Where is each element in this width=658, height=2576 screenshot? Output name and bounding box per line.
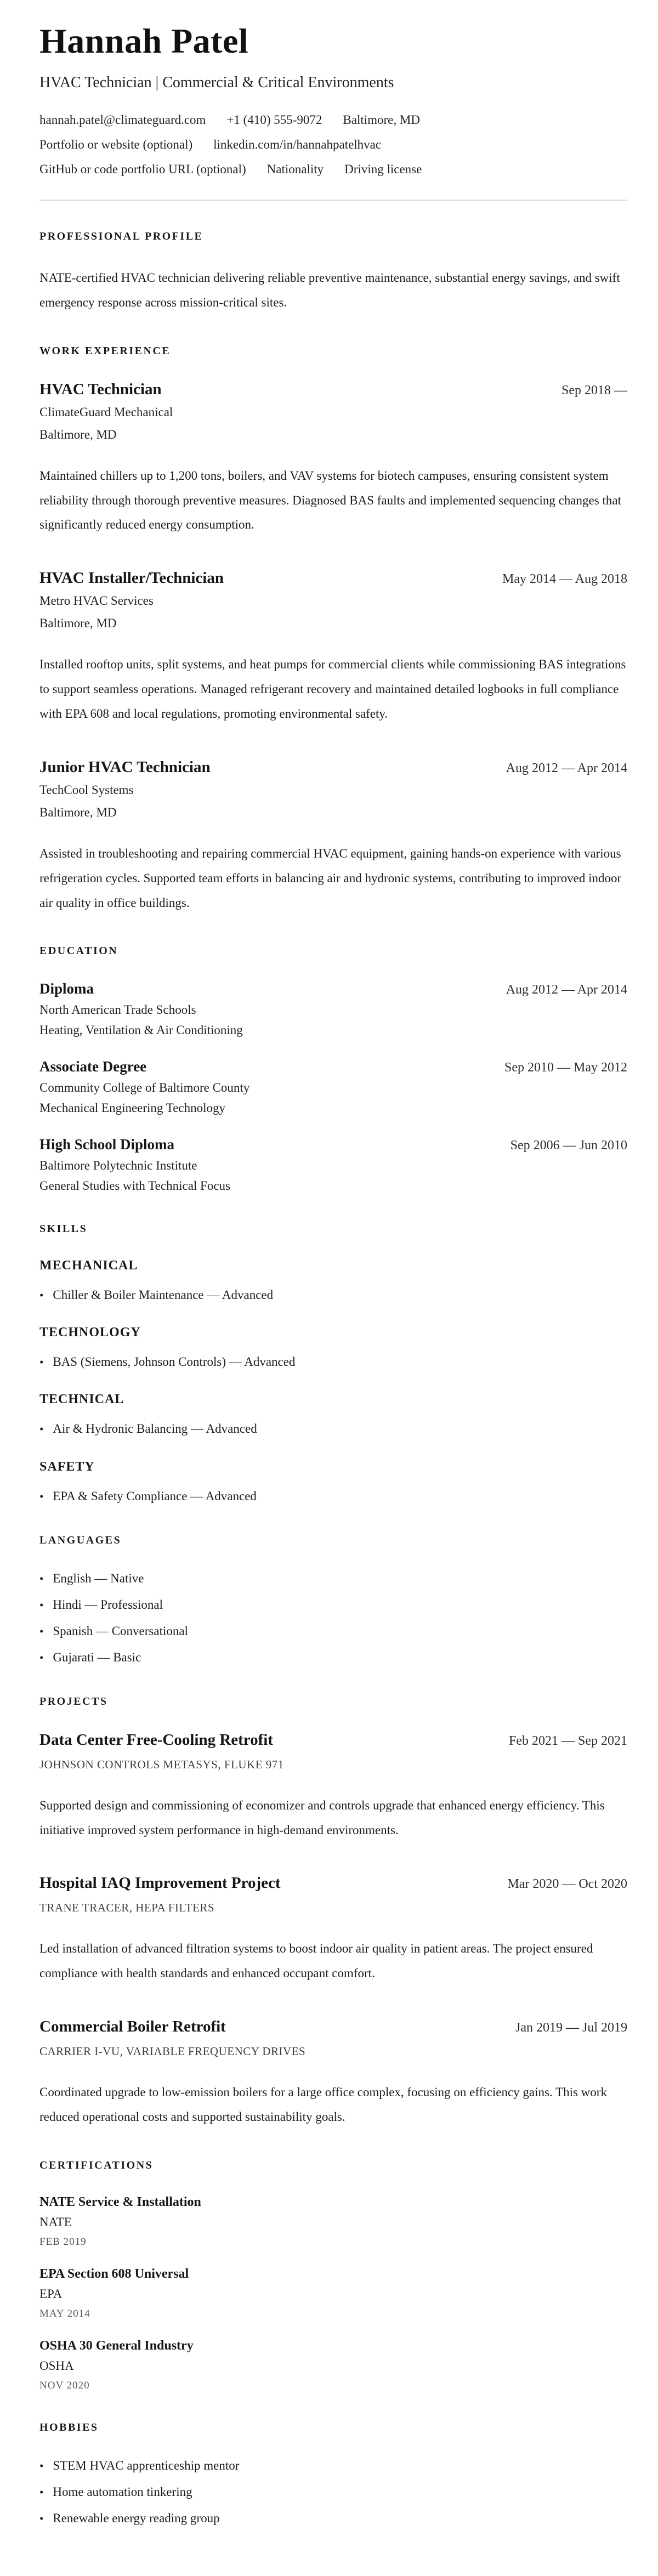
bullet-icon: • [39,1650,44,1664]
work-entry [39,381,627,538]
certification-date: NOV 2020 [39,2379,90,2391]
project-dates: Mar 2020 — Oct 2020 [507,1877,627,1892]
contact-email: hannah.patel@climateguard.com [39,113,206,127]
project-tools: JOHNSON CONTROLS METASYS, FLUKE 971 [39,1757,284,1771]
work-entry [39,569,627,727]
person-name: Hannah Patel [39,21,249,60]
education-entry [39,980,627,1037]
header-divider [39,200,627,201]
section-skills [39,1223,627,1504]
section-title: LANGUAGES [39,1534,122,1546]
skills-category: TECHNICAL [39,1392,124,1407]
job-company: Metro HVAC Services [39,594,154,608]
section-title: WORK EXPERIENCE [39,344,171,357]
skill-item-label: EPA & Safety Compliance — Advanced [53,1489,257,1503]
languages-list [39,1570,627,1666]
contact-nationality-placeholder: Nationality [266,162,324,177]
project-entry-header [39,1731,627,1749]
project-entry [39,1874,627,1986]
job-title: HVAC Installer/Technician [39,569,224,587]
project-description: Coordinated upgrade to low-emission boilers for a large office complex, focusing on efficiency gains. This work reduced operational costs and supported sustainability goals. [39,2085,607,2124]
project-description: Led installation of advanced filtration systems to boost indoor air quality in patient areas. The project ensured compliance with health standards and enhanced occupant comfort. [39,1942,593,1981]
section-professional-profile [39,230,627,315]
skill-item-label: BAS (Siemens, Johnson Controls) — Advanced [53,1355,296,1369]
language-item [39,1596,627,1613]
project-tools: TRANE TRACER, HEPA FILTERS [39,1901,215,1915]
certification-name: EPA Section 608 Universal [39,2266,189,2281]
job-dates: Aug 2012 — Apr 2014 [506,761,627,775]
contact-linkedin: linkedin.com/in/hannahpatelhvac [213,138,382,152]
section-title: PROJECTS [39,1695,108,1707]
project-tools: CARRIER I-VU, VARIABLE FREQUENCY DRIVES [39,2045,306,2058]
skills-list [39,1420,627,1437]
project-entry [39,2018,627,2130]
work-entry-header [39,381,627,399]
job-title: Junior HVAC Technician [39,758,211,776]
skills-group [39,1325,627,1370]
job-description: Maintained chillers up to 1,200 tons, boilers, and VAV systems for biotech campuses, ensuring consistent system reliability through thorough preventive measures. Diagnosed BAS faults and implemented sequencing changes that significantly reduced energy consumption. [39,468,621,532]
certification-issuer: NATE [39,2215,72,2229]
job-location: Baltimore, MD [39,427,117,441]
profile-text: NATE-certified HVAC technician delivering reliable preventive maintenance, substantial energy savings, and swift emergency response across mission-critical sites. [39,271,620,309]
education-entry-header [39,980,627,997]
skills-list [39,1286,627,1303]
language-item [39,1622,627,1639]
job-description: Installed rooftop units, split systems, and heat pumps for commercial clients while commissioning BAS integrations to support seamless operations. Managed refrigerant recovery and maintained detailed logbooks in full compliance with EPA 608 and local regulations, promoting environmental safety. [39,657,626,721]
language-item-label: English — Native [53,1571,144,1585]
section-languages [39,1534,627,1666]
certification-name: OSHA 30 General Industry [39,2338,194,2353]
job-location: Baltimore, MD [39,616,117,631]
skills-category: SAFETY [39,1459,95,1474]
education-entry [39,1058,627,1115]
language-item [39,1570,627,1587]
school-name: Community College of Baltimore County [39,1081,250,1095]
school-name: North American Trade Schools [39,1003,196,1017]
work-entry-header [39,569,627,587]
degree-dates: Sep 2010 — May 2012 [504,1060,627,1075]
education-entry-header [39,1136,627,1153]
section-title: PROFESSIONAL PROFILE [39,230,203,243]
contact-row-1 [39,113,627,127]
resume-header [39,22,627,201]
section-title: CERTIFICATIONS [39,2159,154,2171]
skills-group [39,1460,627,1505]
project-title: Commercial Boiler Retrofit [39,2018,226,2036]
contact-location: Baltimore, MD [343,113,420,127]
job-title: HVAC Technician [39,380,162,398]
certification-date: MAY 2014 [39,2307,90,2319]
section-title: SKILLS [39,1223,88,1235]
certification-issuer: EPA [39,2286,63,2301]
language-item-label: Spanish — Conversational [53,1624,188,1638]
degree-dates: Aug 2012 — Apr 2014 [506,983,627,997]
contact-driving-license-placeholder: Driving license [344,162,422,177]
bullet-icon: • [39,2511,44,2525]
hobby-item-label: Home automation tinkering [53,2484,192,2499]
section-projects [39,1695,627,2130]
skills-list [39,1353,627,1370]
skill-item [39,1353,627,1370]
section-hobbies [39,2421,627,2527]
language-item [39,1649,627,1666]
project-entry-header [39,2018,627,2036]
hobby-item [39,2510,627,2527]
job-company: TechCool Systems [39,782,134,797]
work-entry-header [39,758,627,776]
education-entry-header [39,1058,627,1075]
skills-category: MECHANICAL [39,1258,138,1273]
hobby-item [39,2483,627,2500]
bullet-icon: • [39,2459,44,2472]
degree-title: Associate Degree [39,1058,147,1075]
job-dates: May 2014 — Aug 2018 [502,572,627,587]
job-dates: Sep 2018 — [561,383,627,398]
section-title: HOBBIES [39,2421,99,2433]
certification-date: FEB 2019 [39,2235,87,2248]
bullet-icon: • [39,1489,44,1503]
field-of-study: Heating, Ventilation & Air Conditioning [39,1023,243,1037]
education-entry [39,1136,627,1193]
hobby-item [39,2457,627,2474]
degree-title: High School Diploma [39,1136,175,1153]
degree-dates: Sep 2006 — Jun 2010 [510,1138,627,1153]
bullet-icon: • [39,1289,44,1302]
skills-group [39,1258,627,1303]
language-item-label: Hindi — Professional [53,1597,163,1612]
bullet-icon: • [39,2485,44,2499]
field-of-study: Mechanical Engineering Technology [39,1101,226,1115]
project-description: Supported design and commissioning of economizer and controls upgrade that enhanced energy efficiency. This initiative improved system performance in high-demand environments. [39,1798,605,1837]
certification-name: NATE Service & Installation [39,2194,201,2209]
skill-item [39,1488,627,1505]
project-dates: Jan 2019 — Jul 2019 [515,2021,627,2035]
project-entry-header [39,1874,627,1892]
skill-item [39,1420,627,1437]
bullet-icon: • [39,1355,44,1369]
field-of-study: General Studies with Technical Focus [39,1179,230,1193]
skills-list [39,1488,627,1505]
contact-portfolio-placeholder: Portfolio or website (optional) [39,138,193,152]
job-description: Assisted in troubleshooting and repairing commercial HVAC equipment, gaining hands-on experience with various refrigeration cycles. Supported team efforts in balancing air and hydronic systems, contributing to improved indoor air quality in office buildings. [39,846,622,910]
section-education [39,945,627,1193]
certification-entry [39,2195,627,2248]
section-title: EDUCATION [39,945,118,957]
certification-entry [39,2267,627,2320]
skills-category: TECHNOLOGY [39,1325,141,1340]
language-item-label: Gujarati — Basic [53,1650,141,1664]
job-headline: HVAC Technician | Commercial & Critical Environments [39,74,394,92]
hobby-item-label: Renewable energy reading group [53,2511,220,2525]
bullet-icon: • [39,1598,44,1612]
skill-item-label: Chiller & Boiler Maintenance — Advanced [53,1288,274,1302]
bullet-icon: • [39,1571,44,1585]
bullet-icon: • [39,1422,44,1436]
project-dates: Feb 2021 — Sep 2021 [509,1733,627,1748]
hobbies-list [39,2457,627,2527]
certification-entry [39,2339,627,2392]
skills-group [39,1392,627,1437]
school-name: Baltimore Polytechnic Institute [39,1159,197,1173]
contact-row-2 [39,138,627,152]
hobby-item-label: STEM HVAC apprenticeship mentor [53,2458,240,2472]
work-entry [39,758,627,916]
project-entry [39,1731,627,1843]
contact-phone: +1 (410) 555-9072 [226,113,322,127]
section-work-experience [39,345,627,916]
contact-github-placeholder: GitHub or code portfolio URL (optional) [39,162,246,177]
project-title: Hospital IAQ Improvement Project [39,1874,281,1892]
certification-issuer: OSHA [39,2358,74,2373]
degree-title: Diploma [39,980,94,997]
bullet-icon: • [39,1624,44,1638]
skill-item [39,1286,627,1303]
project-title: Data Center Free-Cooling Retrofit [39,1730,274,1749]
contact-row-3 [39,162,627,177]
job-location: Baltimore, MD [39,805,117,819]
skill-item-label: Air & Hydronic Balancing — Advanced [53,1422,257,1436]
job-company: ClimateGuard Mechanical [39,405,173,419]
